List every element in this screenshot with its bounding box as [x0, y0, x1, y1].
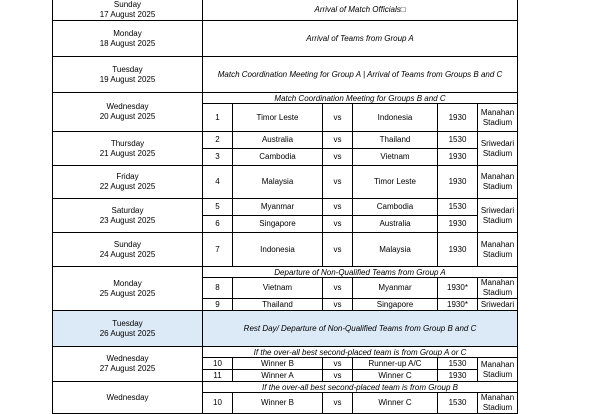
home-team: Singapore [233, 216, 323, 233]
venue: Sriwedari Stadium [478, 132, 518, 166]
home-team: Timor Leste [233, 104, 323, 132]
day-cell: Sunday 24 August 2025 [53, 233, 203, 267]
row-aug25-header [53, 267, 518, 278]
vs-label: vs [323, 132, 353, 149]
match-number: 5 [203, 199, 233, 216]
away-team: Singapore [353, 299, 438, 311]
away-team: Runner-up A/C [353, 358, 438, 370]
kickoff-time: 1930 [438, 216, 478, 233]
kickoff-time: 1930 [438, 166, 478, 199]
day-cell: Wednesday 20 August 2025 [53, 93, 203, 132]
match-number: 6 [203, 216, 233, 233]
row-wed-header [53, 382, 518, 393]
away-team: Winner C [353, 393, 438, 414]
event-cell: Arrival of Teams from Group A [203, 21, 518, 57]
row-aug18 [53, 21, 518, 57]
vs-label: vs [323, 370, 353, 382]
day-cell: Thursday 21 August 2025 [53, 132, 203, 166]
row-aug20-header [53, 93, 518, 104]
home-team: Malaysia [233, 166, 323, 199]
match-number: 9 [203, 299, 233, 311]
venue: Manahan Stadium [478, 233, 518, 267]
day-cell: Wednesday 27 August 2025 [53, 347, 203, 382]
match-row [53, 233, 518, 267]
match-row [53, 132, 518, 149]
vs-label: vs [323, 199, 353, 216]
home-team: Winner B [233, 393, 323, 414]
day-cell: Monday 25 August 2025 [53, 267, 203, 311]
row-aug27-header [53, 347, 518, 358]
vs-label: vs [323, 104, 353, 132]
kickoff-time: 1930 [438, 149, 478, 166]
row-aug19 [53, 57, 518, 93]
home-team: Thailand [233, 299, 323, 311]
vs-label: vs [323, 216, 353, 233]
kickoff-time: 1530 [438, 358, 478, 370]
match-number: 4 [203, 166, 233, 199]
kickoff-time: 1930 [438, 104, 478, 132]
vs-label: vs [323, 166, 353, 199]
match-number: 11 [203, 370, 233, 382]
event-cell: Rest Day/ Departure of Non-Qualified Teams from Group B and C [203, 311, 518, 347]
away-team: Thailand [353, 132, 438, 149]
event-cell: Match Coordination Meeting for Groups B and C [203, 93, 518, 104]
vs-label: vs [323, 233, 353, 267]
home-team: Vietnam [233, 278, 323, 299]
away-team: Timor Leste [353, 166, 438, 199]
kickoff-time: 1930 [438, 233, 478, 267]
kickoff-time: 1530 [438, 132, 478, 149]
venue: Manahan Stadium [478, 358, 518, 382]
row-aug26-rest-day [53, 311, 518, 347]
home-team: Indonesia [233, 233, 323, 267]
away-team: Winner C [353, 370, 438, 382]
vs-label: vs [323, 149, 353, 166]
day-cell: Tuesday 19 August 2025 [53, 57, 203, 93]
venue: Sriwedari Stadium [478, 199, 518, 233]
away-team: Malaysia [353, 233, 438, 267]
kickoff-time: 1930 [438, 370, 478, 382]
event-cell: Arrival of Match Officials□ [203, 0, 518, 21]
match-row [53, 166, 518, 199]
schedule-table [52, 0, 518, 414]
venue: Sriwedari [478, 299, 518, 311]
event-cell: If the over-all best second-placed team is from Group B [203, 382, 518, 393]
kickoff-time: 1930* [438, 278, 478, 299]
event-cell: If the over-all best second-placed team is from Group A or C [203, 347, 518, 358]
match-number: 10 [203, 393, 233, 414]
match-number: 8 [203, 278, 233, 299]
venue: Manahan Stadium [478, 278, 518, 299]
away-team: Myanmar [353, 278, 438, 299]
vs-label: vs [323, 299, 353, 311]
match-number: 7 [203, 233, 233, 267]
away-team: Australia [353, 216, 438, 233]
day-cell: Monday 18 August 2025 [53, 21, 203, 57]
event-cell: Departure of Non-Qualified Teams from Group A [203, 267, 518, 278]
venue: Manahan Stadium [478, 104, 518, 132]
venue: Manahan Stadium [478, 166, 518, 199]
home-team: Cambodia [233, 149, 323, 166]
match-number: 10 [203, 358, 233, 370]
vs-label: vs [323, 358, 353, 370]
home-team: Winner A [233, 370, 323, 382]
away-team: Cambodia [353, 199, 438, 216]
home-team: Australia [233, 132, 323, 149]
away-team: Vietnam [353, 149, 438, 166]
day-cell: Wednesday [53, 382, 203, 414]
row-aug17 [53, 0, 518, 21]
venue: Manahan Stadium [478, 393, 518, 414]
day-cell: Saturday 23 August 2025 [53, 199, 203, 233]
match-number: 3 [203, 149, 233, 166]
away-team: Indonesia [353, 104, 438, 132]
event-cell: Match Coordination Meeting for Group A | Arrival of Teams from Groups B and C [203, 57, 518, 93]
match-row [53, 199, 518, 216]
day-cell: Tuesday 26 August 2025 [53, 311, 203, 347]
day-cell: Sunday 17 August 2025 [53, 0, 203, 21]
match-number: 2 [203, 132, 233, 149]
day-cell: Friday 22 August 2025 [53, 166, 203, 199]
home-team: Winner B [233, 358, 323, 370]
home-team: Myanmar [233, 199, 323, 216]
kickoff-time: 1530 [438, 199, 478, 216]
kickoff-time: 1530 [438, 393, 478, 414]
match-number: 1 [203, 104, 233, 132]
vs-label: vs [323, 393, 353, 414]
vs-label: vs [323, 278, 353, 299]
kickoff-time: 1930* [438, 299, 478, 311]
